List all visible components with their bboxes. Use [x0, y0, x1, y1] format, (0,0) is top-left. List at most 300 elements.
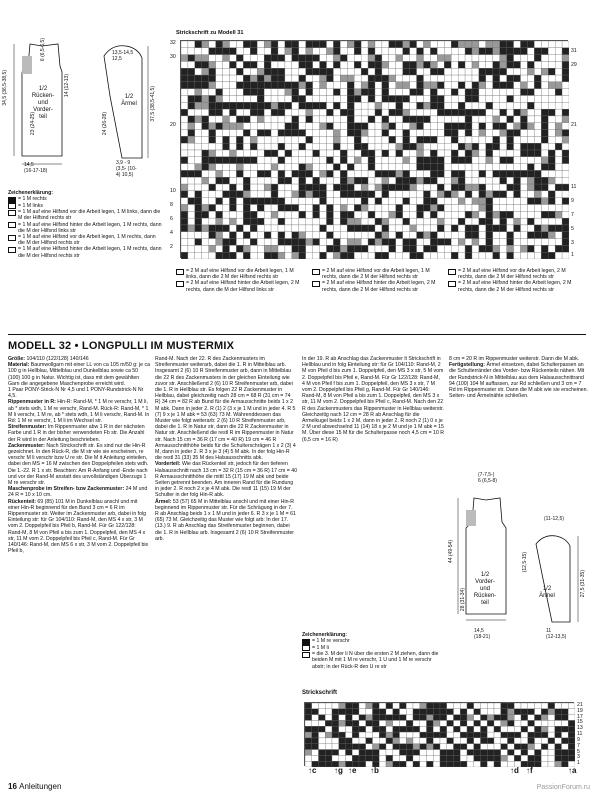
chart-cell	[319, 726, 326, 732]
chart-cell	[257, 198, 264, 205]
chart-cell	[458, 123, 465, 130]
chart-cell	[479, 55, 486, 62]
chart-cell	[444, 55, 451, 62]
chart-cell	[366, 726, 373, 732]
chart-cell	[437, 96, 444, 103]
chart-cell	[451, 184, 458, 191]
chart-cell	[195, 191, 202, 198]
chart-cell	[327, 225, 334, 232]
chart-cell	[389, 130, 396, 137]
chart-cell	[216, 170, 223, 177]
chart-cell	[420, 755, 427, 761]
chart-cell	[361, 116, 368, 123]
chart-cell	[354, 198, 361, 205]
chart-cell	[340, 164, 347, 171]
chart-cell	[444, 157, 451, 164]
chart-cell	[195, 184, 202, 191]
chart-cell	[257, 218, 264, 225]
chart-cell	[319, 738, 326, 744]
chart-cell	[195, 130, 202, 137]
cable-symbol-icon	[448, 269, 456, 275]
chart-cell	[458, 157, 465, 164]
chart-cell	[332, 750, 339, 756]
chart-cell	[264, 239, 271, 246]
chart-cell	[216, 218, 223, 225]
chart-cell	[354, 89, 361, 96]
chart-cell	[181, 116, 188, 123]
chart-cell	[541, 55, 548, 62]
chart-cell	[486, 184, 493, 191]
chart-cell	[403, 96, 410, 103]
chart-cell	[500, 41, 507, 48]
chart-cell	[562, 96, 569, 103]
chart-cell	[236, 61, 243, 68]
chart-cell	[257, 123, 264, 130]
chart-cell	[340, 177, 347, 184]
chart-cell	[327, 123, 334, 130]
chart-cell	[278, 102, 285, 109]
chart-cell	[359, 709, 366, 715]
chart-cell	[479, 225, 486, 232]
chart-cell	[410, 157, 417, 164]
chart-cell	[430, 225, 437, 232]
chart-cell	[430, 198, 437, 205]
chart-cell	[320, 225, 327, 232]
arrow-label: ↑d	[510, 766, 519, 775]
chart-cell	[479, 75, 486, 82]
chart-cell	[236, 177, 243, 184]
chart-cell	[257, 170, 264, 177]
chart-cell	[312, 755, 319, 761]
chart-cell	[514, 48, 521, 55]
chart-cell	[264, 61, 271, 68]
chart-cell	[278, 61, 285, 68]
chart-cell	[285, 205, 292, 212]
chart-cell	[555, 191, 562, 198]
chart-cell	[555, 198, 562, 205]
chart-cell	[465, 211, 472, 218]
chart-cell	[562, 703, 569, 709]
chart-cell	[320, 143, 327, 150]
chart-cell	[299, 102, 306, 109]
chart-cell	[340, 123, 347, 130]
chart-cell	[373, 732, 380, 738]
chart-cell	[327, 55, 334, 62]
chart-cell	[430, 136, 437, 143]
chart-cell	[333, 55, 340, 62]
chart-cell	[243, 198, 250, 205]
chart-cell	[382, 82, 389, 89]
chart-cell	[306, 170, 313, 177]
chart-cell	[347, 245, 354, 252]
chart-cell	[230, 48, 237, 55]
chart-cell	[555, 218, 562, 225]
chart-cell	[188, 102, 195, 109]
chart-cell	[406, 703, 413, 709]
chart-cell	[548, 225, 555, 232]
chart-cell	[230, 102, 237, 109]
chart-cell	[541, 232, 548, 239]
chart-cell	[424, 252, 431, 259]
chart-cell	[458, 55, 465, 62]
chart-cell	[501, 726, 508, 732]
chart-cell	[514, 755, 521, 761]
chart-cell	[181, 96, 188, 103]
chart-cell	[541, 744, 548, 750]
chart-cell	[230, 191, 237, 198]
chart-cell	[250, 68, 257, 75]
chart-cell	[333, 96, 340, 103]
chart-cell	[403, 184, 410, 191]
chart-cell	[216, 205, 223, 212]
chart-cell	[230, 170, 237, 177]
chart-cell	[403, 102, 410, 109]
chart-cell	[493, 109, 500, 116]
chart-cell	[236, 252, 243, 259]
chart-cell	[299, 75, 306, 82]
row-number: 11	[577, 731, 583, 738]
chart-cell	[181, 136, 188, 143]
chart-cell	[243, 232, 250, 239]
chart-cell	[479, 41, 486, 48]
chart-cell	[479, 157, 486, 164]
chart-cell	[424, 157, 431, 164]
chart-cell	[313, 102, 320, 109]
chart-cell	[236, 89, 243, 96]
chart-cell	[460, 715, 467, 721]
chart-cell	[181, 130, 188, 137]
chart-cell	[264, 55, 271, 62]
chart-cell	[534, 89, 541, 96]
chart-cell	[354, 55, 361, 62]
chart-cell	[396, 96, 403, 103]
chart-cell	[410, 150, 417, 157]
chart-cell	[451, 89, 458, 96]
chart-cell	[181, 82, 188, 89]
chart-cell	[292, 61, 299, 68]
chart-cell	[347, 184, 354, 191]
chart-cell	[403, 116, 410, 123]
dim-left-bottom: 14,5 (16-17-18)	[24, 162, 48, 174]
chart-cell	[236, 130, 243, 137]
chart-cell	[486, 225, 493, 232]
chart-cell	[472, 123, 479, 130]
chart-cell	[465, 96, 472, 103]
chart-cell	[216, 136, 223, 143]
chart-cell	[541, 102, 548, 109]
chart-cell	[299, 143, 306, 150]
chart-cell	[465, 245, 472, 252]
knitting-chart-31	[180, 40, 568, 258]
chart-cell	[403, 191, 410, 198]
chart-cell	[368, 150, 375, 157]
chart-cell	[257, 75, 264, 82]
chart-cell	[514, 136, 521, 143]
chart-cell	[327, 198, 334, 205]
chart-cell	[202, 164, 209, 171]
chart-cell	[534, 61, 541, 68]
chart-cell	[243, 130, 250, 137]
chart-cell	[340, 48, 347, 55]
chart-cell	[451, 48, 458, 55]
chart-cell	[548, 755, 555, 761]
chart-cell	[534, 130, 541, 137]
chart-cell	[305, 703, 312, 709]
chart-cell	[379, 720, 386, 726]
chart-cell	[437, 205, 444, 212]
chart-cell	[306, 198, 313, 205]
cable-symbol-icon	[8, 210, 16, 216]
chart-cell	[368, 232, 375, 239]
chart-cell	[195, 136, 202, 143]
chart-cell	[354, 157, 361, 164]
chart-cell	[278, 143, 285, 150]
chart-cell	[278, 239, 285, 246]
chart-cell	[312, 732, 319, 738]
chart-cell	[555, 89, 562, 96]
chart-cell	[386, 755, 393, 761]
chart-cell	[250, 143, 257, 150]
chart-cell	[209, 157, 216, 164]
chart-cell	[481, 709, 488, 715]
chart-cell	[332, 732, 339, 738]
chart-cell	[333, 75, 340, 82]
chart-cell	[278, 211, 285, 218]
chart-cell	[320, 218, 327, 225]
chart-cell	[447, 726, 454, 732]
chart-cell	[451, 130, 458, 137]
chart-cell	[354, 218, 361, 225]
chart-cell	[514, 738, 521, 744]
chart-cell	[494, 715, 501, 721]
chart-cell	[340, 102, 347, 109]
chart-cell	[271, 252, 278, 259]
chart-cell	[306, 68, 313, 75]
chart-cell	[333, 225, 340, 232]
cable-symbol-icon	[176, 269, 184, 275]
chart-cell	[555, 184, 562, 191]
chart-cell	[202, 68, 209, 75]
chart-cell	[195, 123, 202, 130]
chart-cell	[313, 143, 320, 150]
chart-cell	[264, 75, 271, 82]
chart-cell	[223, 177, 230, 184]
chart-cell	[527, 61, 534, 68]
chart-cell	[479, 211, 486, 218]
chart-cell	[216, 184, 223, 191]
chart-cell	[433, 709, 440, 715]
chart-cell	[368, 205, 375, 212]
chart-cell	[368, 170, 375, 177]
chart-cell	[440, 726, 447, 732]
chart-cell	[486, 157, 493, 164]
chart-cell	[340, 198, 347, 205]
chart-cell	[359, 732, 366, 738]
chart-cell	[236, 143, 243, 150]
chart-cell	[216, 109, 223, 116]
chart-cell	[332, 709, 339, 715]
chart-cell	[535, 750, 542, 756]
chart-cell	[382, 68, 389, 75]
chart-cell	[507, 191, 514, 198]
chart-cell	[368, 123, 375, 130]
chart-cell	[500, 239, 507, 246]
chart-cell	[535, 755, 542, 761]
chart-cell	[375, 245, 382, 252]
chart-cell	[521, 750, 528, 756]
chart-cell	[440, 755, 447, 761]
chart-cell	[305, 750, 312, 756]
cable-symbol-icon	[312, 269, 320, 275]
chart-cell	[534, 123, 541, 130]
chart-cell	[361, 48, 368, 55]
chart-cell	[359, 720, 366, 726]
chart-cell	[264, 136, 271, 143]
chart-cell	[562, 150, 569, 157]
schematic-sleeve-32	[520, 530, 586, 630]
chart-cell	[555, 211, 562, 218]
chart-cell	[386, 715, 393, 721]
chart-cell	[195, 143, 202, 150]
chart-cell	[424, 68, 431, 75]
chart-cell	[521, 41, 528, 48]
chart-cell	[202, 239, 209, 246]
chart-cell	[354, 143, 361, 150]
chart-cell	[514, 252, 521, 259]
chart-cell	[209, 136, 216, 143]
chart-cell	[195, 218, 202, 225]
chart-cell	[223, 89, 230, 96]
chart-cell	[386, 703, 393, 709]
chart-cell	[264, 252, 271, 259]
chart-cell	[486, 75, 493, 82]
chart-cell	[340, 232, 347, 239]
chart-cell	[406, 732, 413, 738]
chart-cell	[292, 218, 299, 225]
chart-cell	[347, 205, 354, 212]
chart-cell	[382, 164, 389, 171]
chart-cell	[306, 150, 313, 157]
chart-cell	[340, 116, 347, 123]
chart-cell	[382, 75, 389, 82]
chart-cell	[209, 198, 216, 205]
chart-cell	[437, 157, 444, 164]
chart-cell	[527, 245, 534, 252]
chart-cell	[548, 48, 555, 55]
chart-cell	[427, 744, 434, 750]
chart-cell	[451, 205, 458, 212]
dim32-left-inner: 28 (31-34)	[460, 588, 466, 612]
chart-cell	[181, 205, 188, 212]
chart-cell	[458, 75, 465, 82]
chart-cell	[562, 732, 569, 738]
chart-cell	[257, 164, 264, 171]
chart-cell	[568, 732, 575, 738]
chart-cell	[320, 184, 327, 191]
chart-cell	[465, 143, 472, 150]
chart-cell	[410, 109, 417, 116]
chart-cell	[368, 102, 375, 109]
chart-cell	[250, 82, 257, 89]
chart-cell	[195, 82, 202, 89]
chart-cell	[555, 225, 562, 232]
chart-cell	[486, 102, 493, 109]
chart-cell	[299, 157, 306, 164]
chart-cell	[181, 41, 188, 48]
chart-cell	[458, 143, 465, 150]
chart-cell	[507, 150, 514, 157]
chart-cell	[285, 164, 292, 171]
chart-cell	[472, 68, 479, 75]
chart-cell	[568, 738, 575, 744]
chart-cell	[507, 116, 514, 123]
chart-cell	[250, 184, 257, 191]
chart-cell	[382, 232, 389, 239]
chart-cell	[479, 218, 486, 225]
chart-cell	[354, 82, 361, 89]
chart-cell	[306, 177, 313, 184]
chart-cell	[305, 709, 312, 715]
chart-cell	[541, 61, 548, 68]
row-number: 1	[577, 760, 580, 767]
chart-cell	[389, 61, 396, 68]
chart-cell	[447, 755, 454, 761]
chart-cell	[223, 143, 230, 150]
chart-cell	[507, 184, 514, 191]
chart-cell	[325, 744, 332, 750]
chart-cell	[264, 198, 271, 205]
chart-cell	[562, 709, 569, 715]
chart-cell	[514, 96, 521, 103]
chart-cell	[479, 143, 486, 150]
chart-cell	[306, 143, 313, 150]
chart-cell	[507, 96, 514, 103]
chart-cell	[465, 191, 472, 198]
chart-cell	[375, 191, 382, 198]
chart-cell	[424, 239, 431, 246]
chart-cell	[299, 109, 306, 116]
chart-cell	[292, 205, 299, 212]
chart-cell	[181, 48, 188, 55]
chart-cell	[386, 709, 393, 715]
chart-cell	[486, 211, 493, 218]
chart-cell	[223, 170, 230, 177]
chart-cell	[333, 191, 340, 198]
chart-cell	[278, 136, 285, 143]
chart-cell	[460, 732, 467, 738]
chart-cell	[327, 205, 334, 212]
chart-cell	[236, 170, 243, 177]
chart-cell	[417, 130, 424, 137]
chart-cell	[500, 82, 507, 89]
chart-cell	[340, 130, 347, 137]
chart-cell	[541, 732, 548, 738]
chart-cell	[454, 703, 461, 709]
chart-cell	[430, 252, 437, 259]
chart-cell	[440, 744, 447, 750]
chart-cell	[209, 252, 216, 259]
chart-cell	[299, 89, 306, 96]
chart-cell	[427, 726, 434, 732]
chart-cell	[271, 82, 278, 89]
chart-cell	[243, 109, 250, 116]
chart-cell	[202, 150, 209, 157]
chart-cell	[493, 211, 500, 218]
chart-cell	[417, 198, 424, 205]
chart-cell	[271, 150, 278, 157]
chart-cell	[292, 245, 299, 252]
chart-cell	[313, 211, 320, 218]
